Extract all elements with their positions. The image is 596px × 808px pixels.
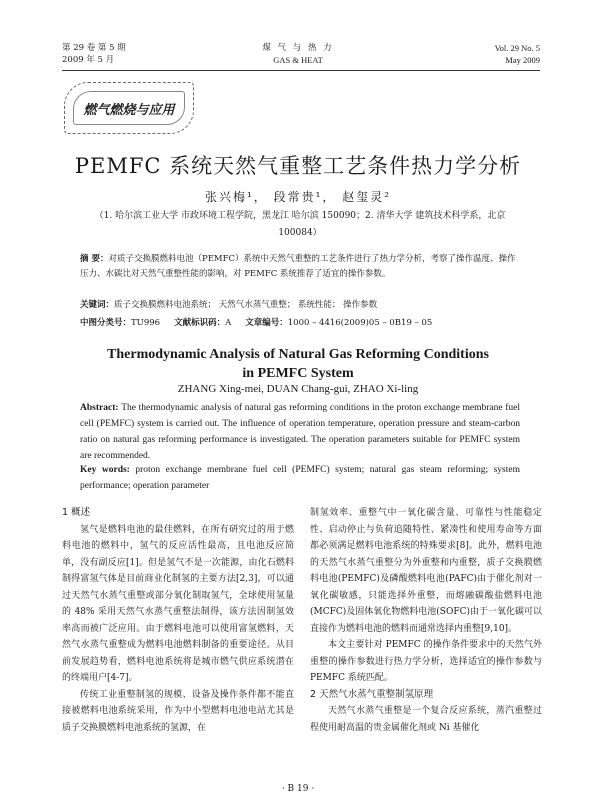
- section-heading-overview: 1 概述: [62, 507, 91, 518]
- body-paragraph: 天然气水蒸气重整是一个复合反应系统，蒸汽重整过程使用耐高温的贵金属催化剂或 Ni 基催化: [310, 706, 542, 733]
- authors-cn: 张兴梅¹， 段常贵¹， 赵玺灵²: [204, 190, 392, 204]
- abstract-cn: [80, 252, 520, 282]
- body-column-right: [310, 505, 542, 736]
- section-banner: [64, 82, 194, 134]
- doc-code-label: 文献标识码：: [174, 318, 226, 328]
- body-paragraph: 传统工业重整制氢的规模、设备及操作条件都不能直接被燃料电池系统采用，作为中小型燃料电池电站尤其是质子交换膜燃料电池系统的氢源，在: [62, 689, 294, 733]
- paper-title-en-line2: in PEMFC System: [242, 366, 354, 381]
- journal-name-cn: 煤 气 与 热 力: [262, 43, 334, 53]
- volume-issue: 第 29 卷 第 5 期: [62, 43, 126, 53]
- article-number-label: 文章编号：: [245, 318, 288, 328]
- classification-line: [80, 316, 540, 330]
- abstract-en-label: Abstract:: [80, 403, 119, 413]
- keywords-cn-text: 质子交换膜燃料电池系统； 天然气水蒸气重整； 系统性能； 操作参数: [114, 300, 378, 310]
- body-paragraph: 制氢效率、重整气中一氧化碳含量、可靠性与性能稳定性、启动停止与负荷追随特性、紧凑性和使用寿命等方面都必须满足燃料电池系统的特殊要求[8]。此外，燃料电池的天然气水蒸气重整分为外重整和内重整，质子交换膜燃料电池(PEMFC)及磷酸燃料电池(PAFC)由于催化剂对一氧化碳敏感，只能选择外重整，而熔融碳酸盐燃料电池(MCFC)及固体氧化物燃料电池(SOFC)由于一氧化碳可以直接作为燃料电池的燃料而通常选择内重整[9,10]。: [310, 508, 542, 634]
- doc-code-value: A: [225, 318, 232, 328]
- affiliation-cn: （1. 哈尔滨工业大学 市政环境工程学院，黑龙江 哈尔滨 150090；2. 清华大学 建筑技术科学系，北京 100084）: [94, 211, 506, 238]
- body-column-left: [62, 505, 294, 736]
- keywords-cn: [80, 298, 520, 312]
- body-paragraph: 本文主要针对 PEMFC 的操作条件要求中的天然气外重整的操作参数进行热力学分析，选择适宜的操作参数与 PEMFC 系统匹配。: [310, 640, 542, 683]
- keywords-en-label: Key words:: [80, 465, 130, 475]
- abstract-en: [80, 400, 520, 464]
- page-number: · B 19 ·: [281, 784, 315, 794]
- section-heading-reforming: 2 天然气水蒸气重整制氢原理: [310, 688, 434, 700]
- section-banner-label: 燃气燃烧与应用: [73, 91, 185, 125]
- body-paragraph: 氢气是燃料电池的最佳燃料，在所有研究过的用于燃料电池的燃料中，氢气的反应活性最高，且电池反应简单，没有副反应[1]。但是氢气不是一次能源，由化石燃料制得富氢气体是目前商业化制氢的主要方法[2,3]，可以通过天然气水蒸气重整或部分氧化制取氢气，全球使用氢量的 48% 采用天然气水蒸气重整法制得，该方法因制氢效率高而被广泛应用。由于燃料电池可以使用富氢燃料，天然气水蒸气重整成为燃料电池燃料制备的重要途径。从目前发展趋势看，燃料电池系统将是城市燃气供应系统潜在的终端用户[4-7]。: [62, 524, 294, 683]
- abstract-cn-text: 对质子交换膜燃料电池（PEMFC）系统中天然气重整的工艺条件进行了热力学分析，考察了操作温度、操作压力、水碳比对天然气重整性能的影响，对 PEMFC 系统推荐了适宜的操作参数。: [80, 254, 516, 279]
- abstract-cn-label: 摘 要：: [80, 254, 109, 264]
- keywords-cn-label: 关键词：: [80, 300, 115, 310]
- journal-volume-en: [495, 42, 540, 66]
- date-en: May 2009: [505, 55, 540, 65]
- journal-name-en: GAS & HEAT: [273, 55, 323, 65]
- paper-title-cn: PEMFC 系统天然气重整工艺条件热力学分析: [74, 154, 522, 178]
- keywords-en: [80, 462, 520, 494]
- abstract-en-text: The thermodynamic analysis of natural gas reforming conditions in the proton exchange membrane fuel cell (PEMFC) system is carried out. The influence of operation temperature, operation pressure and steam-carbon ratio on natural gas reforming performance is investigated. The operation parameters suitable for PEMFC system are recommended.: [80, 403, 521, 461]
- paper-title-en: [0, 345, 596, 383]
- article-number-value: 1000 – 4416(2009)05 – 0B19 – 05: [287, 318, 433, 328]
- keywords-en-text: proton exchange membrane fuel cell (PEMFC) system; natural gas steam reforming; system performance; operation parameter: [80, 465, 520, 491]
- volume-en: Vol. 29 No. 5: [494, 43, 540, 53]
- header-rule: [62, 70, 540, 71]
- clc-label: 中图分类号：: [80, 318, 132, 328]
- issue-date: 2009 年 5 月: [62, 55, 115, 65]
- authors-en: ZHANG Xing-mei, DUAN Chang-gui, ZHAO Xi-ling: [177, 383, 419, 395]
- clc-value: TU996: [131, 318, 161, 328]
- paper-title-en-line1: Thermodynamic Analysis of Natural Gas Reforming Conditions: [107, 347, 489, 362]
